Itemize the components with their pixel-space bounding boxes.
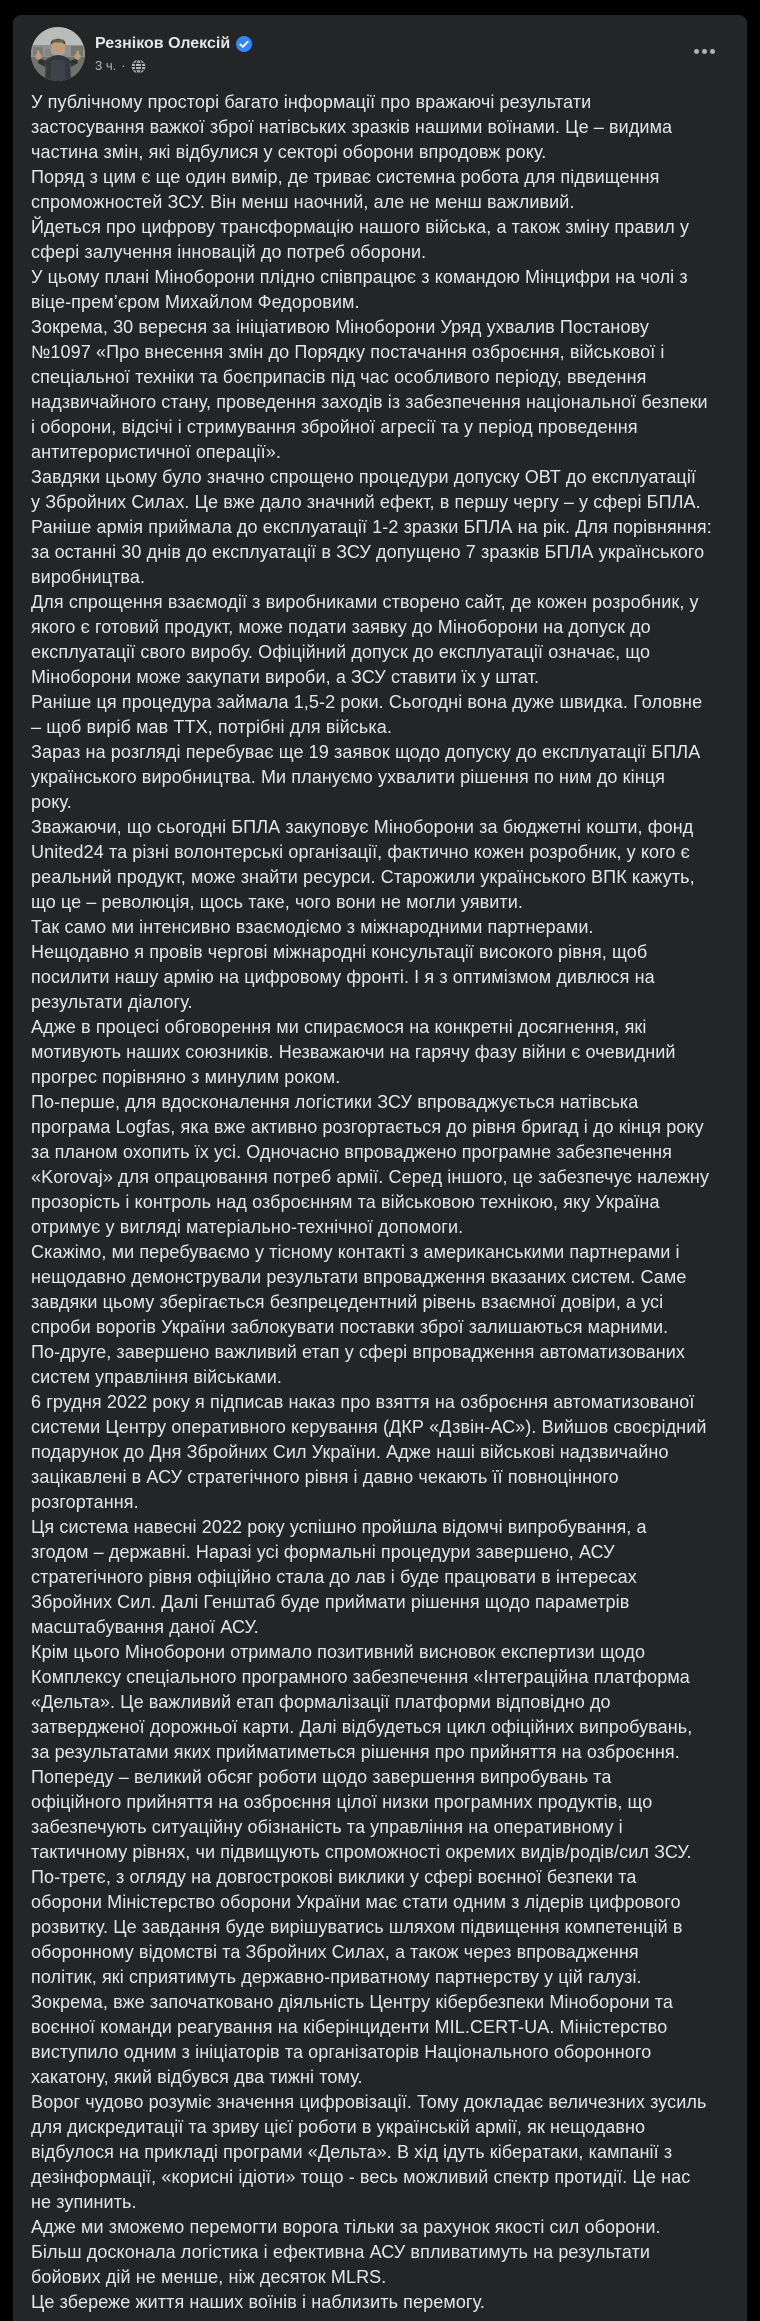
post-text-line: Поряд з цим є ще один вимір, де триває системна робота для підвищення: [31, 167, 660, 187]
avatar[interactable]: [31, 27, 85, 81]
post-text-line: масштабування даної АСУ.: [31, 1617, 259, 1637]
post-text-line: і оборони, відсічі і стримування збройної агресії та у період проведення: [31, 417, 638, 437]
post-text-line: Завдяки цьому було значно спрощено процедури допуску ОВТ до експлуатації: [31, 467, 697, 487]
post-text-line: Збройних Сил. Далі Генштаб буде приймати рішення щодо параметрів: [31, 1592, 630, 1612]
ellipsis-dot: [702, 49, 707, 54]
post-text-line: українського виробництва. Ми плануємо ухвалити рішення по ним до кінця: [31, 767, 666, 787]
post-text-line: нещодавно демонстрували результати впровадження вказаних систем. Саме: [31, 1267, 687, 1287]
post-text-line: Попереду – великий обсяг роботи щодо завершення випробувань та: [31, 1767, 612, 1787]
post-text-line: дезінформації, «корисні ідіоти» тощо - весь можливий спектр протидії. Це нас: [31, 2167, 691, 2187]
post-text-line: прогрес порівняно з минулим роком.: [31, 1067, 341, 1087]
globe-audience-icon: [131, 59, 146, 74]
post-text-line: стратегічного рівня офіційно стала до лав і буде працювати в інтересах: [31, 1567, 637, 1587]
post-text-line: Більш досконала логістика і ефективна АСУ впливатимуть на результати: [31, 2242, 651, 2262]
post-text-line: Крім цього Міноборони отримало позитивний висновок експертизи щодо: [31, 1642, 646, 1662]
post-text-line: Скажімо, ми перебуваємо у тісному контакті з американськими партнерами і: [31, 1242, 680, 1262]
post-text-line: №1097 «Про внесення змін до Порядку постачання озброєння, військової і: [31, 342, 665, 362]
post-text-line: хакатону, який відбувся два тижні тому.: [31, 2067, 363, 2087]
post-text-line: Для спрощення взаємодії з виробниками створено сайт, де кожен розробник, у: [31, 592, 699, 612]
post-text-line: якого є готовий продукт, може подати заявку до Міноборони на допуск до: [31, 617, 651, 637]
post-text-line: Зокрема, вже започатковано діяльність Центру кібербезпеки Міноборони та: [31, 1992, 673, 2012]
post-text-line: Комплексу спеціального програмного забезпечення «Інтеграційна платформа: [31, 1667, 690, 1687]
post-text-line: «Дельта». Це важливий етап формалізації платформи відповідно до: [31, 1692, 611, 1712]
post-text-line: реальний продукт, може знайти ресурси. Старожили українського ВПК кажуть,: [31, 867, 695, 887]
post-text-line: Міноборони може закупати вироби, а ЗСУ ставити їх у штат.: [31, 667, 540, 687]
post-text-line: спеціальної техніки та боєприпасів під час особливого періоду, введення: [31, 367, 647, 387]
post-text-line: програма Logfas, яка вже активно розгортається до рівня бригад і до кінця року: [31, 1117, 704, 1137]
post-text-line: Йдеться про цифрову трансформацію нашого війська, а також зміну правил у: [31, 217, 690, 237]
post-text-line: розгортання.: [31, 1492, 139, 1512]
post-text-line: офіційного прийняття на озброєння цілої низки програмних продуктів, що: [31, 1792, 653, 1812]
post-text-line: завдяки цьому зберігається безпрецедентний рівень взаємної довіри, а усі: [31, 1292, 664, 1312]
post-text-line: року.: [31, 792, 72, 812]
post-text-line: за результатами яких прийматиметься рішення про прийняття на озброєння.: [31, 1742, 680, 1762]
post-text-line: United24 та різні волонтерські організації, фактично кожен розробник, у кого є: [31, 842, 690, 862]
post-text: [13, 90, 747, 2315]
post-text-line: «Korovaj» для опрацювання потреб армії. Серед іншого, це забезпечує належну: [31, 1167, 710, 1187]
post-text-line: за планом охопить їх усі. Одночасно впроваджено програмне забезпечення: [31, 1142, 673, 1162]
meta-separator: ·: [121, 58, 126, 73]
post-text-line: бойових дій не менше, ніж десяток MLRS.: [31, 2267, 387, 2287]
post-text-line: відбулося на прикладі програми «Дельта». В хід ідуть кібератаки, кампанії з: [31, 2142, 673, 2162]
post-text-line: Нещодавно я провів чергові міжнародні консультації високого рівня, щоб: [31, 942, 648, 962]
post-text-line: Ця система навесні 2022 року успішно пройшла відомчі випробування, а: [31, 1517, 647, 1537]
post-text-line: віце-прем’єром Михайлом Федоровим.: [31, 292, 360, 312]
post-text-line: У цьому плані Міноборони плідно співпрацює з командою Мінцифри на чолі з: [31, 267, 688, 287]
post-text-line: посилити нашу армію на цифровому фронті. І я з оптимізмом дивлюся на: [31, 967, 655, 987]
timestamp-link[interactable]: 3 ч.: [95, 58, 117, 73]
post-text-line: не зупинить.: [31, 2192, 137, 2212]
post-text-line: Зараз на розгляді перебуває ще 19 заявок щодо допуску до експлуатації БПЛА: [31, 742, 701, 762]
post-text-line: спроби ворогів України заблокувати поставки зброї залишаються марними.: [31, 1317, 669, 1337]
post-text-line: тактичному рівнях, чи підвищують спроможності окремих видів/родів/сил ЗСУ.: [31, 1842, 692, 1862]
post-text-line: надзвичайного стану, проведення заходів із забезпечення національної безпеки: [31, 392, 708, 412]
post-text-line: політик, які сприятимуть державно-приватному партнерству у цій галузі.: [31, 1967, 642, 1987]
post-header: [13, 15, 747, 81]
verified-badge-icon: [236, 36, 252, 52]
post-text-line: що це – революція, щось таке, чого вони не могли уявити.: [31, 892, 524, 912]
post-text-line: розвитку. Це завдання буде вирішуватись шляхом підвищення компетенцій в: [31, 1917, 683, 1937]
post-text-line: Раніше ця процедура займала 1,5-2 роки. Сьогодні вона дуже швидка. Головне: [31, 692, 703, 712]
post-text-line: По-третє, з огляду на довгострокові виклики у сфері воєнної безпеки та: [31, 1867, 637, 1887]
post-text-line: результати діалогу.: [31, 992, 193, 1012]
post-text-line: зацікавлені в АСУ стратегічного рівня і давно чекають її повноцінного: [31, 1467, 619, 1487]
post-text-line: затвердженої дорожньої карти. Далі відбудеться цикл офіційних випробувань,: [31, 1717, 693, 1737]
post-text-line: воєнної команди реагування на кіберінциденти MIL.CERT-UA. Міністерство: [31, 2017, 668, 2037]
ellipsis-dot: [710, 49, 715, 54]
post-text-line: Зважаючи, що сьогодні БПЛА закуповує Міноборони за бюджетні кошти, фонд: [31, 817, 694, 837]
ellipsis-dot: [694, 49, 699, 54]
post-text-line: Ворог чудово розуміє значення цифровізації. Тому докладає величезних зусиль: [31, 2092, 707, 2112]
post-text-line: застосування важкої зброї натівських зразків нашими воїнами. Це – видима: [31, 117, 673, 137]
post-text-line: отримує у вигляді матеріально-технічної допомоги.: [31, 1217, 464, 1237]
facebook-post-card: [13, 15, 747, 2321]
post-text-line: оборони Міністерство оборони України має стати одним з лідерів цифрового: [31, 1892, 681, 1912]
post-text-line: Так само ми інтенсивно взаємодіємо з міжнародними партнерами.: [31, 917, 594, 937]
post-text-line: Зокрема, 30 вересня за ініціативою Міноборони Уряд ухвалив Постанову: [31, 317, 649, 337]
post-text-line: Це збереже життя наших воїнів і наблизить перемогу.: [31, 2292, 485, 2312]
post-text-line: Адже в процесі обговорення ми спираємося на конкретні досягнення, які: [31, 1017, 647, 1037]
post-text-line: оборонному відомстві та Збройних Силах, а також через впровадження: [31, 1942, 639, 1962]
post-text-line: згодом – державні. Наразі усі формальні процедури завершено, АСУ: [31, 1542, 615, 1562]
post-text-line: забезпечують ситуаційну обізнаність та управління на оперативному і: [31, 1817, 623, 1837]
post-text-line: – щоб виріб мав ТТХ, потрібні для війська.: [31, 717, 392, 737]
post-text-line: систем управління військами.: [31, 1367, 283, 1387]
post-text-line: частина змін, які відбулися у секторі оборони впродовж року.: [31, 142, 547, 162]
post-text-line: 6 грудня 2022 року я підписав наказ про взяття на озброєння автоматизованої: [31, 1392, 695, 1412]
post-text-line: системи Центру оперативного керування (ДКР «Дзвін-АС»). Вийшов своєрідний: [31, 1417, 707, 1437]
post-text-line: сфері залучення інновацій до потреб оборони.: [31, 242, 427, 262]
author-block: [95, 27, 252, 75]
post-text-line: виробництва.: [31, 567, 146, 587]
post-text-line: для дискредитації та зриву цієї роботи в українській армії, як нещодавно: [31, 2117, 646, 2137]
post-text-line: експлуатації свого виробу. Офіційний допуск до експлуатації означає, що: [31, 642, 651, 662]
post-text-line: По-перше, для вдосконалення логістики ЗСУ впроваджується натівська: [31, 1092, 639, 1112]
post-text-line: у Збройних Силах. Це вже дало значний ефект, в першу чергу – у сфері БПЛА.: [31, 492, 701, 512]
avatar-photo: [31, 27, 85, 81]
post-text-line: мотивують наших союзників. Незважаючи на гарячу фазу війни є очевидний: [31, 1042, 676, 1062]
post-text-line: за останні 30 днів до експлуатації в ЗСУ допущено 7 зразків БПЛА українського: [31, 542, 705, 562]
post-text-line: прозорість і контроль над озброєнням та військовою технікою, яку Україна: [31, 1192, 660, 1212]
more-options-button[interactable]: [688, 43, 721, 60]
post-text-line: Адже ми зможемо перемогти ворога тільки за рахунок якості сил оборони.: [31, 2217, 661, 2237]
author-name-link[interactable]: Резніков Олексій: [95, 35, 231, 52]
post-text-line: антитерористичної операції».: [31, 442, 281, 462]
post-text-line: спроможностей ЗСУ. Він менш наочний, але не менш важливий.: [31, 192, 575, 212]
post-text-line: виступило одним з ініціаторів та організаторів Національного оборонного: [31, 2042, 652, 2062]
post-text-line: У публічному просторі багато інформації про вражаючі результати: [31, 92, 592, 112]
post-text-line: подарунок до Дня Збройних Сил України. Адже наші військові надзвичайно: [31, 1442, 669, 1462]
post-text-line: Раніше армія приймала до експлуатації 1-2 зразки БПЛА на рік. Для порівняння:: [31, 517, 712, 537]
post-text-line: По-друге, завершено важливий етап у сфері впровадження автоматизованих: [31, 1342, 686, 1362]
